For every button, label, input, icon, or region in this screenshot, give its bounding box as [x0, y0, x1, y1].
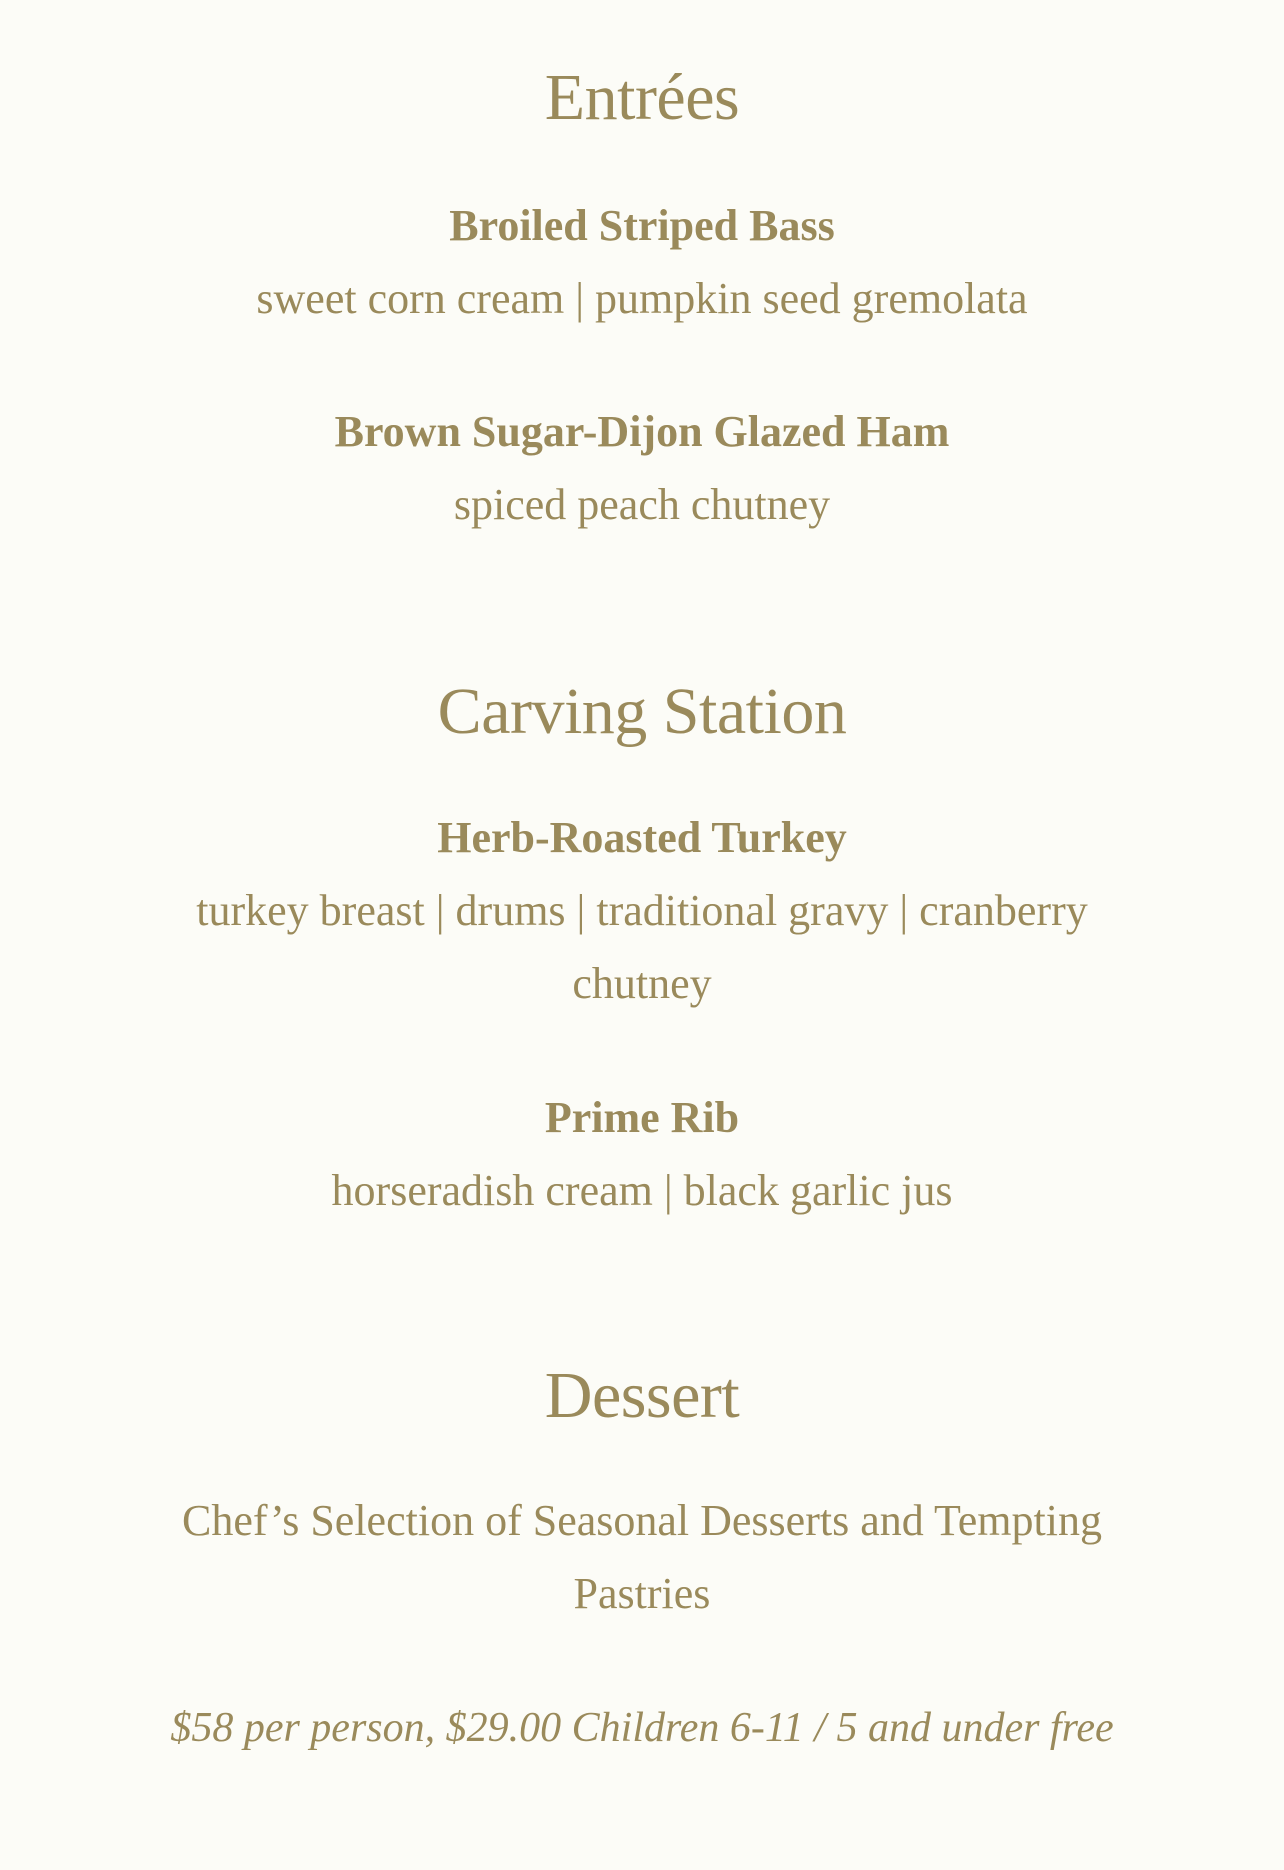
item-name-glazed-ham: Brown Sugar-Dijon Glazed Ham: [334, 407, 950, 456]
item-desc-herb-roasted-turkey: turkey breast | drums | traditional gravy | cranberry chutney: [196, 886, 1088, 1008]
section-title-carving-station: Carving Station: [437, 675, 847, 748]
section-title-dessert: Dessert: [544, 1359, 740, 1432]
item-desc-glazed-ham: spiced peach chutney: [453, 480, 831, 529]
item-name-prime-rib: Prime Rib: [544, 1093, 740, 1142]
item-name-herb-roasted-turkey: Herb-Roasted Turkey: [437, 813, 847, 862]
item-desc-dessert: Chef’s Selection of Seasonal Desserts and Tempting Pastries: [182, 1496, 1102, 1618]
item-name-broiled-striped-bass: Broiled Striped Bass: [449, 201, 835, 250]
item-desc-broiled-striped-bass: sweet corn cream | pumpkin seed gremolata: [256, 274, 1028, 323]
item-desc-prime-rib: horseradish cream | black garlic jus: [331, 1166, 953, 1215]
pricing-note: $58 per person, $29.00 Children 6-11 / 5 and under free: [170, 1705, 1114, 1751]
section-title-entrees: Entrées: [544, 61, 740, 134]
